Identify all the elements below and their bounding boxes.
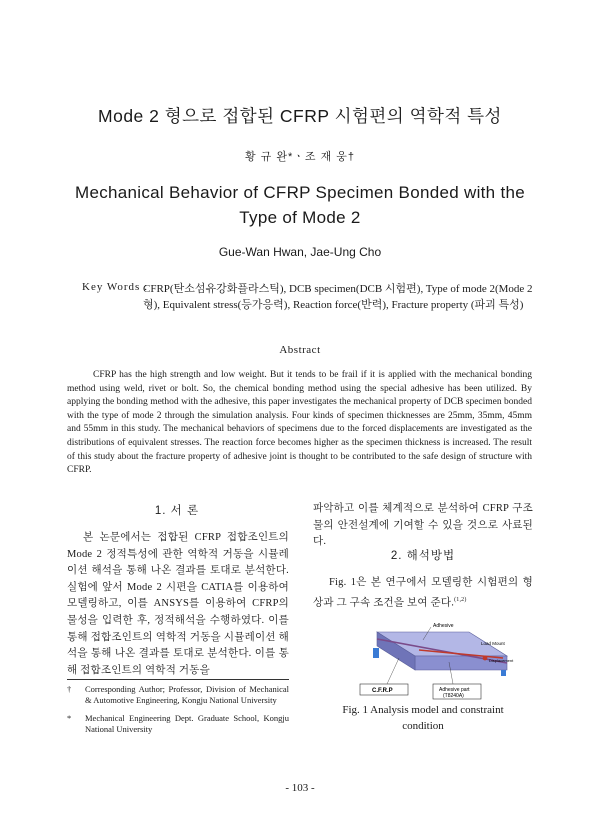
label-adhesive-part: Adhesive part (439, 687, 470, 693)
page-number: - 103 - (285, 782, 315, 794)
abstract-text: CFRP has the high strength and low weight. But it tends to be frail if it is applied with the mechanical bonding method using weld, rivet or bolt. So, the chemical bonding method using the special adhesive has been utilized. By applying the bonding method with the adhesive, this paper investigates the mechanical property of DCB specimen bonded with the type of mode 2 through the simulation analysis. Four kinds of specimen thicknesses are 25mm, 35mm, 45mm and 55mm in this study. The mechanical behaviors of specimens due to the forced displacements are investigated as the distributions of equivalent stresses. The reaction force becomes higher as the specimen thickness is increased. The result of this study about the fracture property of adhesive joint is thought to be contributed to the safe design of structure with CFRP. (67, 370, 532, 476)
footnote-mark-dagger: † (67, 684, 72, 694)
english-title-line-1: Mechanical Behavior of CFRP Specimen Bonded with the (75, 183, 525, 202)
support-left (373, 648, 379, 658)
footnote-text: Corresponding Author; Professor, Division of Mechanical & Automotive Engineering, Kongju National University (85, 684, 289, 705)
keywords-label: Key Words : (82, 281, 149, 293)
figure-caption (313, 702, 533, 734)
section-2-heading: 2. 해석방법 (390, 550, 456, 562)
section-1-continued: 파악하고 이를 체계적으로 분석하여 CFRP 구조물의 안전설계에 기여할 수 있을 것으로 사료된다. (313, 503, 533, 548)
figure-caption-line-1: Fig. 1 Analysis model and constraint (342, 704, 504, 716)
footnote-corresponding (67, 684, 289, 705)
section-2-text: Fig. 1은 본 연구에서 모델링한 시험편의 형상과 그 구속 조건을 보여 준다. (313, 577, 533, 609)
label-adhesive-code: (T8240A) (443, 693, 464, 699)
section-1-body: 본 논문에서는 접합된 CFRP 접합조인트의 Mode 2 정적특성에 관한 역학적 거동을 시뮬레이션 해석을 통해 나온 결과를 토대로 분석한다. 실험에 앞서 Mode 2 시편을 CATIA를 이용하여 모델링하고, 이를 ANSYS를 이용하여 CFRP의 물성을 입력한 후, 정적해석을 수행하였다. 이를 통해 접합조인트의 역학적 거동을 시뮬레이션 해석을 통해 나온 결과를 토대로 분석한다. 이를 통해 접합조인트의 역학적 거동을 (67, 532, 289, 676)
english-authors: Gue-Wan Hwan, Jae-Ung Cho (218, 245, 382, 259)
footnote-text: Mechanical Engineering Dept. Graduate School, Kongju National University (85, 713, 289, 734)
footnote-mark-asterisk: * (67, 713, 72, 723)
label-displacement: Displacement (489, 658, 514, 663)
analysis-model-figure (357, 618, 522, 700)
section-1-heading: 1. 서 론 (154, 505, 200, 517)
leader-cfrp (387, 658, 399, 684)
footnote-affiliation (67, 713, 289, 734)
english-title (60, 180, 540, 230)
label-cfrp: C.F.R.P (372, 688, 393, 694)
korean-authors: 황 규 완*ㆍ조 재 웅† (244, 151, 355, 163)
section-2-body (313, 575, 533, 612)
korean-title: Mode 2 형으로 접합된 CFRP 시험편의 역학적 특성 (98, 106, 502, 126)
english-title-line-2: Type of Mode 2 (239, 208, 361, 227)
load-point (483, 656, 488, 661)
abstract-heading: Abstract (279, 344, 321, 356)
figure-caption-line-2: condition (402, 720, 444, 732)
label-adhesive: Adhesive (433, 623, 454, 629)
citation: (1,2) (454, 596, 467, 603)
label-load-mount: Load Mount (481, 641, 505, 646)
support-right (501, 670, 506, 676)
keywords-text: CFRP(탄소섬유강화플라스틱), DCB specimen(DCB 시험편), Type of mode 2(Mode 2형), Equivalent stress(등가응력), Reaction force(반력), Fracture property (파괴 특성) (143, 283, 533, 311)
footnote-rule (67, 679, 289, 680)
